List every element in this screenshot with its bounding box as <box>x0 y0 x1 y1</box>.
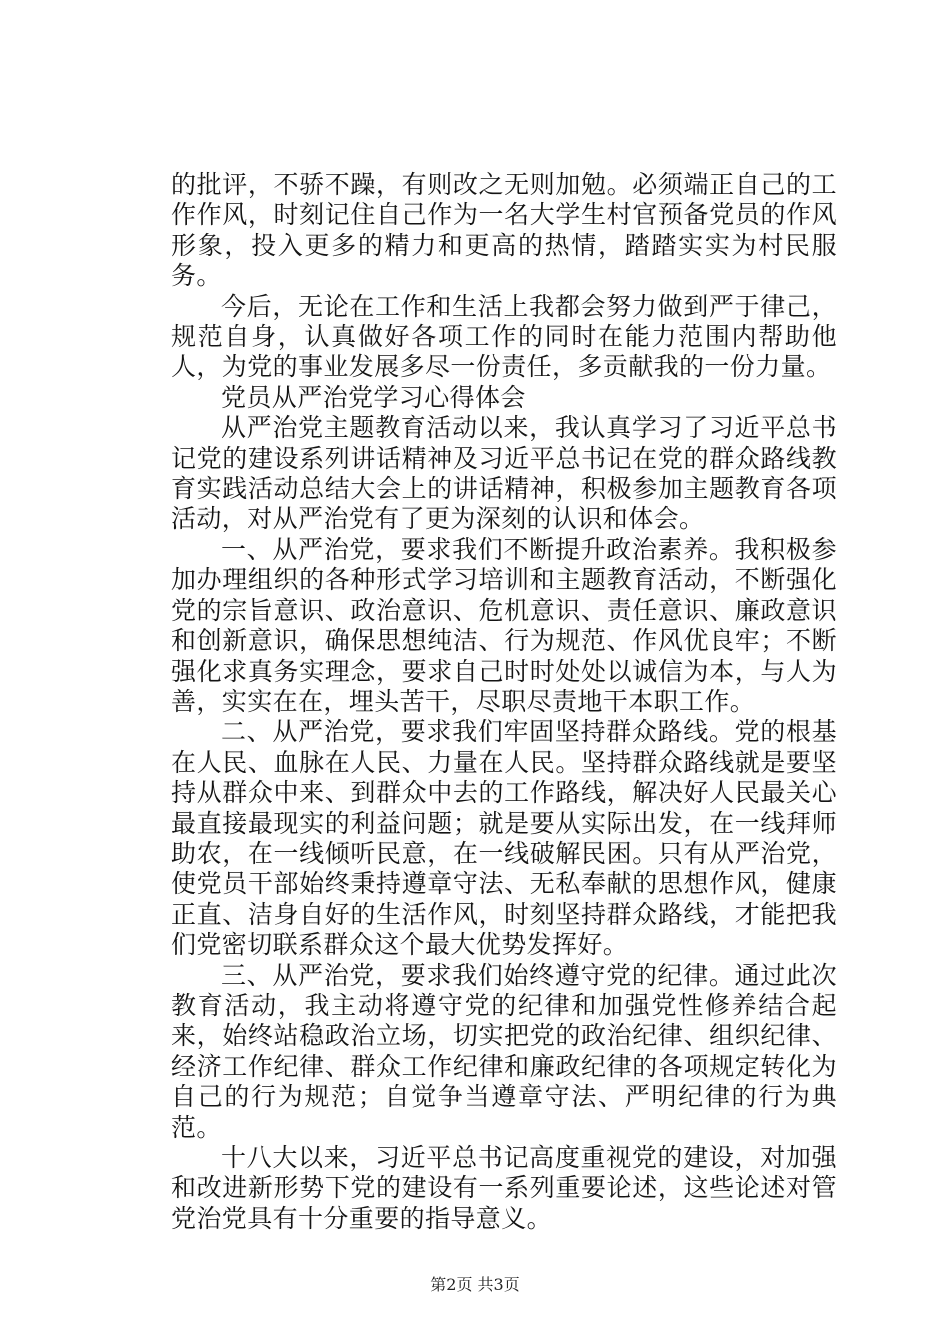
paragraph-point-two: 二、从严治党，要求我们牢固坚持群众路线。党的根基在人民、血脉在人民、力量在人民。坚持群众路线就是要坚持从群众中来、到群众中去的工作路线，解决好人民最关心最直接最现实的利益问题；就是要从实际出发，在一线拜师助农，在一线倾听民意，在一线破解民困。只有从严治党，使党员干部始终秉持遵章守法、无私奉献的思想作风，健康正直、洁身自好的生活作风，时刻坚持群众路线，才能把我们党密切联系群众这个最大优势发挥好。 <box>171 717 837 960</box>
paragraph-conclusion: 十八大以来，习近平总书记高度重视党的建设，对加强和改进新形势下党的建设有一系列重要论述，这些论述对管党治党具有十分重要的指导意义。 <box>171 1143 837 1233</box>
paragraph-introduction: 从严治党主题教育活动以来，我认真学习了习近平总书记党的建设系列讲话精神及习近平总书记在党的群众路线教育实践活动总结大会上的讲话精神，积极参加主题教育各项活动，对从严治党有了更为深刻的认识和体会。 <box>171 413 837 534</box>
document-body <box>171 170 837 1234</box>
page-footer: 第2页 共3页 <box>430 1275 520 1294</box>
section-title: 党员从严治党学习心得体会 <box>221 382 526 412</box>
paragraph-point-one: 一、从严治党，要求我们不断提升政治素养。我积极参加办理组织的各种形式学习培训和主题教育活动，不断强化党的宗旨意识、政治意识、危机意识、责任意识、廉政意识和创新意识，确保思想纯洁、行为规范、作风优良牢；不断强化求真务实理念，要求自己时时处处以诚信为本，与人为善，实实在在，埋头苦干，尽职尽责地干本职工作。 <box>171 534 837 716</box>
paragraph-continuation: 的批评，不骄不躁，有则改之无则加勉。必须端正自己的工作作风，时刻记住自己作为一名大学生村官预备党员的作风形象，投入更多的精力和更高的热情，踏踏实实为村民服务。 <box>171 170 837 291</box>
paragraph-future-commitment: 今后，无论在工作和生活上我都会努力做到严于律己，规范自身，认真做好各项工作的同时在能力范围内帮助他人，为党的事业发展多尽一份责任，多贡献我的一份力量。 <box>171 291 837 382</box>
paragraph-point-three: 三、从严治党，要求我们始终遵守党的纪律。通过此次教育活动，我主动将遵守党的纪律和加强党性修养结合起来，始终站稳政治立场，切实把党的政治纪律、组织纪律、经济工作纪律、群众工作纪律和廉政纪律的各项规定转化为自己的行为规范；自觉争当遵章守法、严明纪律的行为典范。 <box>171 960 837 1142</box>
